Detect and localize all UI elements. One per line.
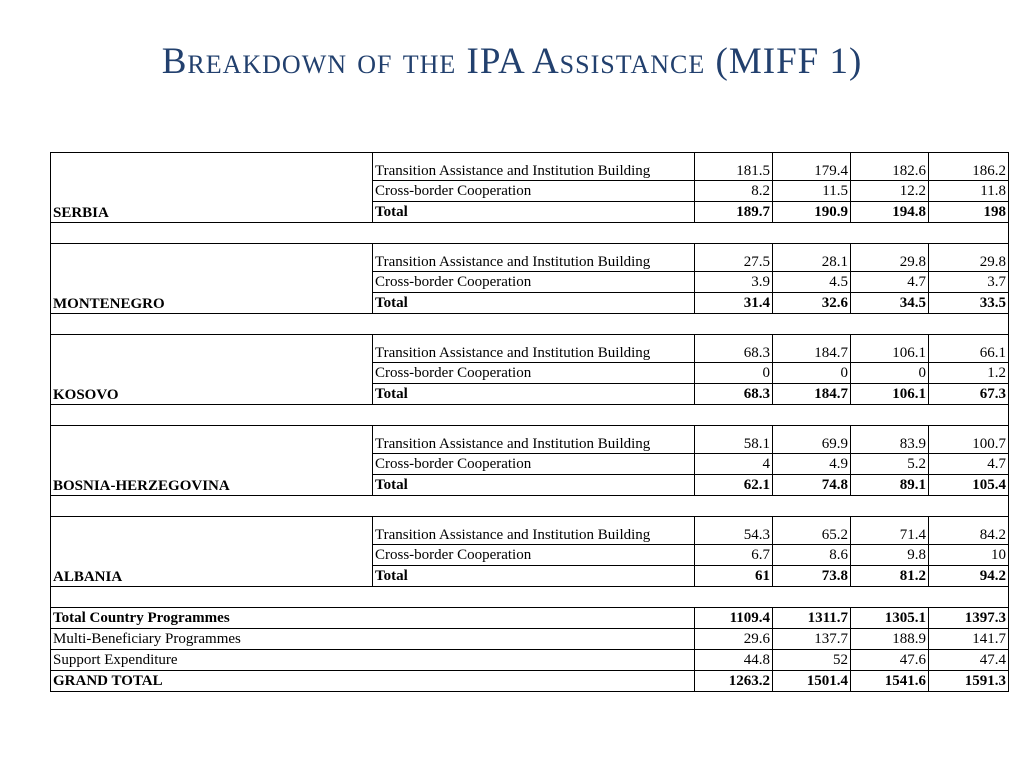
value-cell: 190.9 <box>773 202 851 223</box>
value-cell: 32.6 <box>773 293 851 314</box>
value-cell: 137.7 <box>773 629 851 650</box>
summary-label: Multi-Beneficiary Programmes <box>51 629 695 650</box>
value-cell: 29.8 <box>851 244 929 272</box>
summary-row <box>51 629 1009 650</box>
value-cell: 28.1 <box>773 244 851 272</box>
summary-row <box>51 671 1009 692</box>
value-cell: 47.4 <box>929 650 1009 671</box>
value-cell: 65.2 <box>773 517 851 545</box>
spacer-row <box>51 223 1009 244</box>
value-cell: 182.6 <box>851 153 929 181</box>
value-cell: 141.7 <box>929 629 1009 650</box>
value-cell: 61 <box>695 566 773 587</box>
value-cell: 105.4 <box>929 475 1009 496</box>
value-cell: 0 <box>773 363 851 384</box>
ipa-breakdown-table <box>50 152 1009 692</box>
row-label: Cross-border Cooperation <box>373 454 695 475</box>
value-cell: 11.8 <box>929 181 1009 202</box>
value-cell: 189.7 <box>695 202 773 223</box>
value-cell: 3.9 <box>695 272 773 293</box>
value-cell: 1397.3 <box>929 608 1009 629</box>
value-cell: 4.7 <box>851 272 929 293</box>
table-row <box>51 153 1009 181</box>
value-cell: 62.1 <box>695 475 773 496</box>
spacer-cell <box>51 405 1009 426</box>
value-cell: 0 <box>851 363 929 384</box>
value-cell: 89.1 <box>851 475 929 496</box>
value-cell: 1109.4 <box>695 608 773 629</box>
spacer-cell <box>51 496 1009 517</box>
value-cell: 0 <box>695 363 773 384</box>
spacer-row <box>51 405 1009 426</box>
value-cell: 1501.4 <box>773 671 851 692</box>
total-label: Total <box>373 293 695 314</box>
row-label: Cross-border Cooperation <box>373 181 695 202</box>
value-cell: 188.9 <box>851 629 929 650</box>
total-label: Total <box>373 566 695 587</box>
value-cell: 184.7 <box>773 384 851 405</box>
row-label: Transition Assistance and Institution Building <box>373 335 695 363</box>
value-cell: 194.8 <box>851 202 929 223</box>
row-label: Transition Assistance and Institution Building <box>373 426 695 454</box>
table-row <box>51 517 1009 545</box>
value-cell: 1.2 <box>929 363 1009 384</box>
table-row <box>51 335 1009 363</box>
value-cell: 8.6 <box>773 545 851 566</box>
row-label: Transition Assistance and Institution Building <box>373 517 695 545</box>
country-name: SERBIA <box>51 153 373 223</box>
value-cell: 52 <box>773 650 851 671</box>
total-label: Total <box>373 202 695 223</box>
value-cell: 68.3 <box>695 335 773 363</box>
value-cell: 69.9 <box>773 426 851 454</box>
spacer-cell <box>51 587 1009 608</box>
value-cell: 106.1 <box>851 384 929 405</box>
row-label: Cross-border Cooperation <box>373 363 695 384</box>
page-title: Breakdown of the IPA Assistance (MIFF 1) <box>161 41 863 82</box>
summary-row <box>51 608 1009 629</box>
value-cell: 71.4 <box>851 517 929 545</box>
value-cell: 9.8 <box>851 545 929 566</box>
value-cell: 4 <box>695 454 773 475</box>
value-cell: 1305.1 <box>851 608 929 629</box>
value-cell: 29.6 <box>695 629 773 650</box>
value-cell: 44.8 <box>695 650 773 671</box>
value-cell: 94.2 <box>929 566 1009 587</box>
value-cell: 31.4 <box>695 293 773 314</box>
value-cell: 33.5 <box>929 293 1009 314</box>
value-cell: 198 <box>929 202 1009 223</box>
spacer-row <box>51 314 1009 335</box>
summary-row <box>51 650 1009 671</box>
country-name: KOSOVO <box>51 335 373 405</box>
row-label: Transition Assistance and Institution Building <box>373 244 695 272</box>
value-cell: 74.8 <box>773 475 851 496</box>
value-cell: 1591.3 <box>929 671 1009 692</box>
country-name: BOSNIA-HERZEGOVINA <box>51 426 373 496</box>
value-cell: 8.2 <box>695 181 773 202</box>
value-cell: 10 <box>929 545 1009 566</box>
value-cell: 1311.7 <box>773 608 851 629</box>
country-name: MONTENEGRO <box>51 244 373 314</box>
value-cell: 54.3 <box>695 517 773 545</box>
value-cell: 4.5 <box>773 272 851 293</box>
value-cell: 73.8 <box>773 566 851 587</box>
value-cell: 6.7 <box>695 545 773 566</box>
spacer-row <box>51 587 1009 608</box>
value-cell: 181.5 <box>695 153 773 181</box>
value-cell: 27.5 <box>695 244 773 272</box>
value-cell: 1263.2 <box>695 671 773 692</box>
value-cell: 5.2 <box>851 454 929 475</box>
value-cell: 34.5 <box>851 293 929 314</box>
value-cell: 83.9 <box>851 426 929 454</box>
spacer-cell <box>51 223 1009 244</box>
value-cell: 66.1 <box>929 335 1009 363</box>
value-cell: 67.3 <box>929 384 1009 405</box>
value-cell: 1541.6 <box>851 671 929 692</box>
value-cell: 100.7 <box>929 426 1009 454</box>
summary-label: GRAND TOTAL <box>51 671 695 692</box>
value-cell: 4.9 <box>773 454 851 475</box>
value-cell: 12.2 <box>851 181 929 202</box>
value-cell: 68.3 <box>695 384 773 405</box>
summary-label: Total Country Programmes <box>51 608 695 629</box>
country-name: ALBANIA <box>51 517 373 587</box>
total-label: Total <box>373 384 695 405</box>
value-cell: 3.7 <box>929 272 1009 293</box>
summary-label: Support Expenditure <box>51 650 695 671</box>
total-label: Total <box>373 475 695 496</box>
row-label: Cross-border Cooperation <box>373 272 695 293</box>
value-cell: 4.7 <box>929 454 1009 475</box>
value-cell: 58.1 <box>695 426 773 454</box>
row-label: Transition Assistance and Institution Building <box>373 153 695 181</box>
value-cell: 106.1 <box>851 335 929 363</box>
value-cell: 81.2 <box>851 566 929 587</box>
table-row <box>51 426 1009 454</box>
table-row <box>51 244 1009 272</box>
value-cell: 84.2 <box>929 517 1009 545</box>
value-cell: 47.6 <box>851 650 929 671</box>
value-cell: 179.4 <box>773 153 851 181</box>
value-cell: 186.2 <box>929 153 1009 181</box>
value-cell: 184.7 <box>773 335 851 363</box>
value-cell: 29.8 <box>929 244 1009 272</box>
row-label: Cross-border Cooperation <box>373 545 695 566</box>
value-cell: 11.5 <box>773 181 851 202</box>
spacer-row <box>51 496 1009 517</box>
spacer-cell <box>51 314 1009 335</box>
